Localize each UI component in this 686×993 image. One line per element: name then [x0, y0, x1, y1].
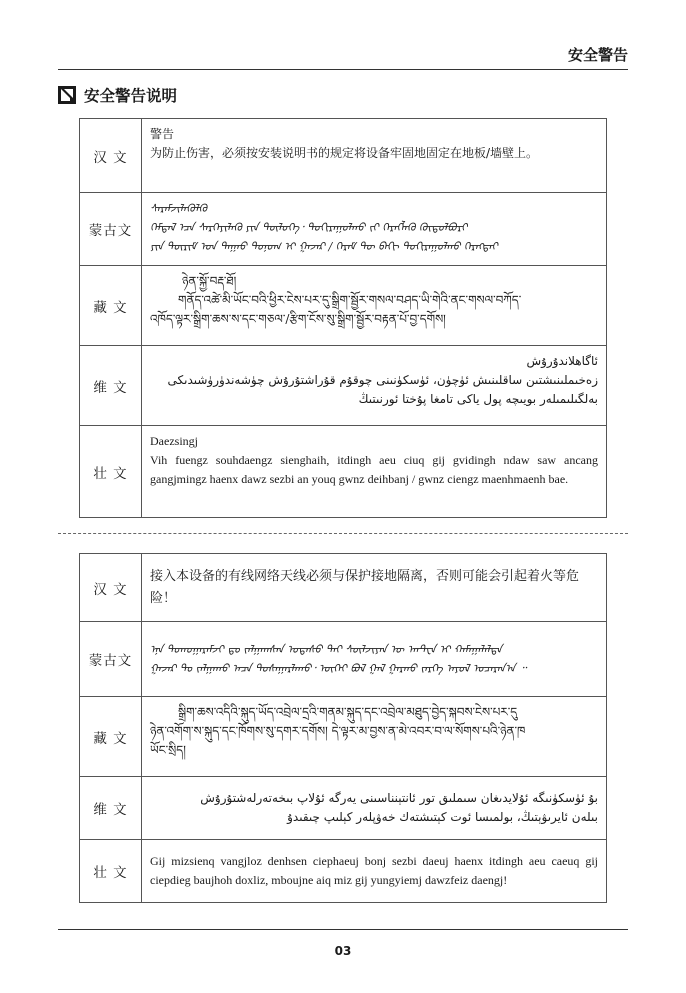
text-line: གནོད་འཚེ་མི་ཡོང་བའི་ཕྱིར་ངེས་པར་དུ་སྒྲིག་སྦྱོར་གསལ་བཤད་ཡི་གེའི་ནང་གསལ་བཀོད་ — [178, 293, 522, 307]
warning-table-2 — [79, 553, 607, 903]
text-line: ᠭᠡᠮᠲᠡᠯ ᠡᠴᠡ ᠰᠡᠷᠭᠡᠶᠢᠯᠡᠬᠦ ᠶᠢᠨ ᠲᠥᠯᠦᠭᠡ᠂ ᠲᠤᠬᠢᠷᠠᠭᠤᠯᠬᠤ ᠵᠢ ᠬᠡᠷᠡᠭᠯᠡᠬᠦ ᠬᠥᠲᠥᠯᠪᠦᠷᠢ — [150, 221, 468, 234]
text-line: زەخىملىنىشتىن ساقلىنىش ئۈچۈن، ئۈسكۈنىنى چوقۇم قۇراشتۇرۇش چۈشەندۈرۈشىدىكى — [167, 373, 598, 387]
text-line: Vih fuengz souhdaengz sienghaih, itdingh aeu ciuq gij gvidingh ndaw saw ancang gangjmingz haenx dawz sezbi an youq gwnz deihbanj / gwnz ciengz maenhmaenh bae. — [150, 453, 598, 486]
text-line: ئاگاھلاندۇرۇش — [526, 354, 598, 368]
text-line: སྒྲིག་ཆས་འདིའི་སྐུད་ཡོད་འབྲེལ་དྲའི་གནམ་སྐུད་དང་འབྲེལ་མཐུད་བྱེད་སྐབས་ངེས་པར་དུ — [178, 705, 518, 719]
content-cell — [142, 622, 607, 697]
content-cell — [142, 193, 607, 266]
text-line: ᠶᠢᠨ ᠳᠦᠷᠢᠮ ᠤᠨ ᠳᠠᠭᠠᠤ ᠲᠣᠨᠣᠭ ᠢ ᠭᠠᠵᠠᠷ / ᠬᠡᠷᠡᠮ ᠲᠦ ᠪᠡᠬᠢ ᠲᠤᠬᠢᠷᠠᠭᠤᠯᠬᠤ ᠬᠡᠷᠡᠭᠲᠡᠢ — [150, 240, 498, 253]
lang-label: 蒙古文 — [80, 193, 142, 266]
table-row — [80, 346, 607, 426]
table-row — [80, 622, 607, 697]
text-line: Daezsingj — [150, 434, 198, 448]
lang-label: 维 文 — [80, 346, 142, 426]
section-divider — [58, 533, 628, 534]
content-cell — [142, 426, 607, 518]
page-number: 03 — [334, 944, 352, 958]
text-line: ཉེན་འགོག་ས་སྐུད་དང་ཁོགས་སུ་དགར་དགོས། དེ་ལྟར་མ་བྱས་ན་མེ་འབར་བ་ལ་སོགས་པའི་ཉེན་ཁ — [150, 724, 526, 738]
text-line: ཉེན་སྐྱོ་བརྡ་ཐོ། — [182, 274, 237, 288]
text-line: بەلگىلىمىلەر بويىچە پول ياكى تامغا پۇختا ئورنىتىڭ — [358, 392, 598, 406]
content-cell — [142, 840, 607, 903]
text-line: 警告 — [150, 127, 175, 141]
header-title: 安全警告 — [567, 46, 628, 64]
table-row — [80, 554, 607, 622]
table-row — [80, 426, 607, 518]
content-cell — [142, 697, 607, 777]
header-rule — [58, 69, 628, 70]
pencil-box-icon — [58, 86, 76, 104]
content-cell — [142, 346, 607, 426]
lang-label: 维 文 — [80, 777, 142, 840]
text-line: ᠭᠠᠵᠠᠷ ᠲᠤ ᠵᠠᠯᠭᠠᠬᠤ ᠠᠴᠠ ᠲᠤᠰᠠᠭᠠᠷᠯᠠᠬᠤ᠂ ᠦᠭᠡᠢ ᠪᠣᠯ ᠭᠠᠯ ᠭᠠᠷᠬᠤ ᠵᠡᠷᠭᠡ ᠠᠶᠤᠯ ᠤᠴᠠᠷᠠᠨ᠎ᠠ ᠃ — [150, 662, 527, 675]
lang-label: 藏 文 — [80, 697, 142, 777]
text-line: ᠡᠨᠡ ᠲᠤᠬᠤᠭᠠᠷᠠᠮᠵᠢ ᠳᠤ ᠵᠠᠯᠭᠠᠭᠰᠠᠨ ᠤᠲᠠᠰᠤ ᠲᠠᠢ ᠰᠦᠯᠵᠢᠶᠡᠨ ᠦ ᠠᠨᠲ᠋ᠧᠨ ᠢ ᠬᠠᠮᠠᠭᠠᠯᠠᠯᠲᠠ — [150, 643, 503, 656]
lang-label: 汉 文 — [80, 119, 142, 193]
text-line: ཡོང་སྲིད། — [150, 743, 186, 757]
content-cell — [142, 266, 607, 346]
lang-label: 蒙古文 — [80, 622, 142, 697]
content-cell — [142, 119, 607, 193]
lang-label: 壮 文 — [80, 426, 142, 518]
footer-rule — [58, 929, 628, 930]
table-row — [80, 193, 607, 266]
table-row — [80, 119, 607, 193]
text-line: Gij mizsienq vangjloz denhsen ciephaeuj bonj sezbi daeuj haenx itdingh aeu caeuq gij ciepdieg baujhoh doxliz, mboujne aiq miz gij yungyiemj dawzfeiz daengj! — [150, 854, 598, 887]
content-cell — [142, 554, 607, 622]
table-row — [80, 840, 607, 903]
text-line: بىلەن ئايرىۋېتىڭ، بولمىسا ئوت كېتىشتەك خەۋپلەر كېلىپ چىقىدۇ — [287, 810, 598, 824]
table-row — [80, 697, 607, 777]
warning-table-1 — [79, 118, 607, 518]
table-row — [80, 777, 607, 840]
text-line: بۇ ئۈسكۈنىگە ئۇلايدىغان سىملىق تور ئانتېنناسىنى يەرگە ئۇلاپ بىخەتەرلەشتۇرۇش — [200, 791, 598, 805]
text-line: 接入本设备的有线网络天线必须与保护接地隔离，否则可能会引起着火等危险！ — [150, 568, 580, 606]
table-row — [80, 266, 607, 346]
text-line: 为防止伤害，必须按安装说明书的规定将设备牢固地固定在地板/墙壁上。 — [150, 146, 539, 160]
lang-label: 壮 文 — [80, 840, 142, 903]
lang-label: 汉 文 — [80, 554, 142, 622]
text-line: འཁོད་ལྟར་སྒྲིག་ཆས་ས་དང་གཅལ་/རྩིག་ངོས་སུ་སྒྲིག་སྦྱོར་བརྟན་པོ་བྱ་དགོས། — [150, 312, 446, 326]
section-heading — [58, 84, 177, 106]
content-cell — [142, 777, 607, 840]
section-heading-text: 安全警告说明 — [84, 87, 178, 105]
lang-label: 藏 文 — [80, 266, 142, 346]
text-line: ᠰᠡᠷᠡᠮᠵᠢᠯᠡᠭᠦᠯᠬᠦ — [150, 202, 207, 215]
